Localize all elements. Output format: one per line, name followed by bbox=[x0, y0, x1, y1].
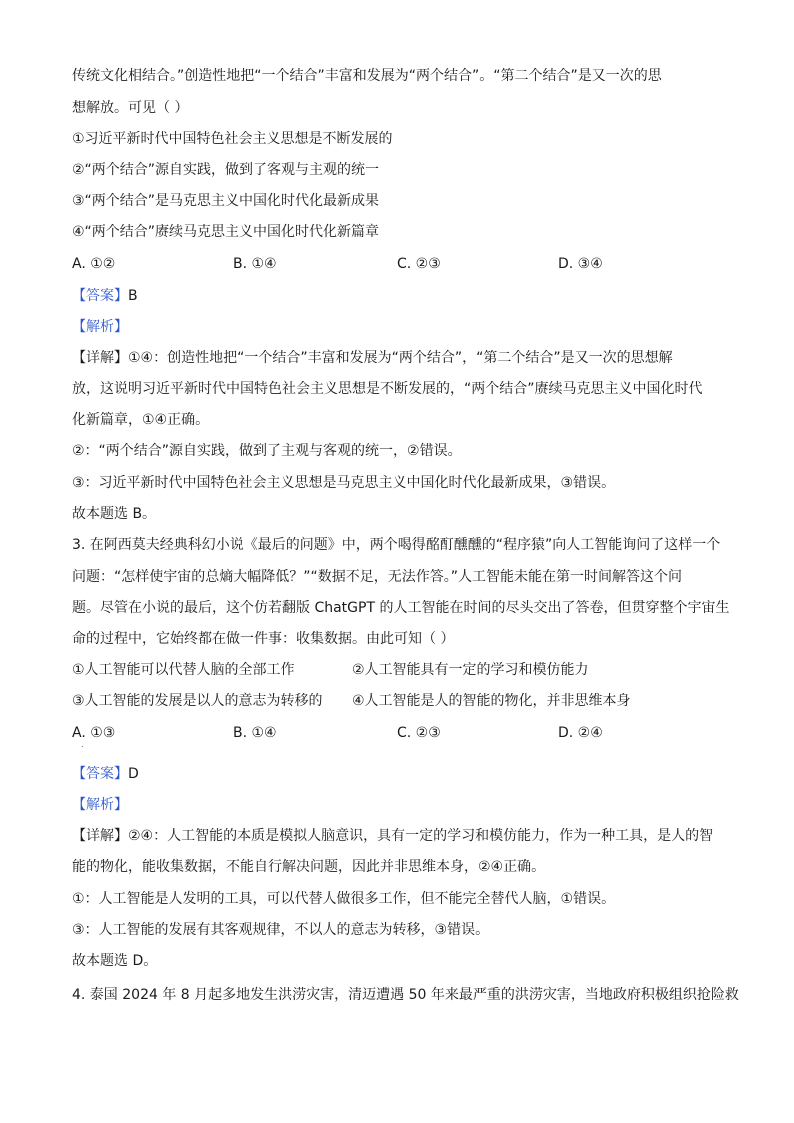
q2-option-d: D. ③④ bbox=[558, 256, 603, 272]
q3-statement-2: ②人工智能具有一定的学习和模仿能力 bbox=[352, 662, 589, 678]
q3-analysis-tag: 【解析】 bbox=[72, 797, 128, 813]
q4-stem-line-1: 4. 泰国 2024 年 8 月起多地发生洪涝灾害，清迈遭遇 50 年来最严重的洪涝灾害，当地政府积极组织抢险救 bbox=[72, 987, 739, 1003]
q2-analysis-tag: 【解析】 bbox=[72, 319, 128, 335]
q3-option-d: D. ②④ bbox=[558, 725, 603, 741]
q2-stem-line-1: 传统文化相结合。”创造性地把“一个结合”丰富和发展为“两个结合”。“第二个结合”是又一次的思 bbox=[72, 68, 662, 84]
q2-option-b: B. ①④ bbox=[233, 256, 277, 272]
q2-detail-line-3: 化新篇章，①④正确。 bbox=[72, 412, 210, 428]
q3-detail-line-3: ①：人工智能是人发明的工具，可以代替人做很多工作，但不能完全替代人脑，①错误。 bbox=[72, 891, 616, 907]
q3-option-a: A. ①③ bbox=[72, 725, 116, 741]
q2-answer-value: B bbox=[128, 288, 138, 304]
q3-answer-line bbox=[72, 764, 722, 784]
q3-stem-line-1: 3. 在阿西莫夫经典科幻小说《最后的问题》中，两个喝得酩酊醺醺的“程序猿”向人工智能询问了这样一个 bbox=[72, 537, 721, 553]
q3-detail-text-1: ②④：人工智能的本质是模拟人脑意识，具有一定的学习和模仿能力，作为一种工具，是人的智 bbox=[128, 828, 714, 844]
q2-answer-tag: 【答案】 bbox=[72, 288, 128, 304]
q3-option-b: B. ①④ bbox=[233, 725, 277, 741]
q3-statement-3: ③人工智能的发展是以人的意志为转移的 bbox=[72, 693, 323, 709]
q2-statement-3: ③“两个结合”是马克思主义中国化时代化最新成果 bbox=[72, 193, 380, 209]
q2-detail-text-1: ①④：创造性地把“一个结合”丰富和发展为“两个结合”，“第二个结合”是又一次的思想解 bbox=[128, 350, 673, 366]
q3-stem-line-2: 问题：“怎样使宇宙的总熵大幅降低？”“数据不足，无法作答。”人工智能未能在第一时间解答这个问 bbox=[72, 569, 683, 585]
q2-statement-4: ④“两个结合”赓续马克思主义中国化时代化新篇章 bbox=[72, 224, 380, 240]
stray-mark: . bbox=[81, 740, 84, 749]
q3-answer-tag: 【答案】 bbox=[72, 766, 128, 782]
q3-conclusion: 故本题选 D。 bbox=[72, 953, 158, 969]
q3-analysis-line bbox=[72, 795, 722, 815]
q2-statement-2: ②“两个结合”源自实践，做到了客观与主观的统一 bbox=[72, 162, 380, 178]
q3-option-c: C. ②③ bbox=[397, 725, 441, 741]
q2-detail-line-1 bbox=[72, 348, 722, 368]
q3-detail-line-1 bbox=[72, 826, 722, 846]
q2-detail-line-5: ③：习近平新时代中国特色社会主义思想是马克思主义中国化时代化最新成果，③错误。 bbox=[72, 475, 616, 491]
q2-option-c: C. ②③ bbox=[397, 256, 441, 272]
q3-statement-1: ①人工智能可以代替人脑的全部工作 bbox=[72, 662, 295, 678]
q2-analysis-line bbox=[72, 317, 722, 337]
q3-detail-tag: 【详解】 bbox=[72, 828, 128, 844]
q2-conclusion: 故本题选 B。 bbox=[72, 506, 157, 522]
q2-stem-line-2: 想解放。可见（ ） bbox=[72, 100, 189, 116]
q2-answer-line bbox=[72, 286, 722, 306]
q3-stem-line-4: 命的过程中，它始终都在做一件事：收集数据。由此可知（ ） bbox=[72, 631, 455, 647]
q3-answer-value: D bbox=[128, 766, 139, 782]
q2-detail-line-2: 放，这说明习近平新时代中国特色社会主义思想是不断发展的，“两个结合”赓续马克思主义中国化时代 bbox=[72, 381, 703, 397]
q2-detail-tag: 【详解】 bbox=[72, 350, 128, 366]
q2-detail-line-4: ②：“两个结合”源自实践，做到了主观与客观的统一，②错误。 bbox=[72, 443, 462, 459]
q3-detail-line-4: ③：人工智能的发展有其客观规律，不以人的意志为转移，③错误。 bbox=[72, 922, 490, 938]
q2-option-a: A. ①② bbox=[72, 256, 116, 272]
q2-statement-1: ①习近平新时代中国特色社会主义思想是不断发展的 bbox=[72, 131, 393, 147]
q3-stem-line-3: 题。尽管在小说的最后，这个仿若翻版 ChatGPT 的人工智能在时间的尽头交出了答卷，但贯穿整个宇宙生 bbox=[72, 600, 730, 616]
q3-detail-line-2: 能的物化，能收集数据，不能自行解决问题，因此并非思维本身，②④正确。 bbox=[72, 859, 546, 875]
q3-statement-4: ④人工智能是人的智能的物化，并非思维本身 bbox=[352, 693, 631, 709]
